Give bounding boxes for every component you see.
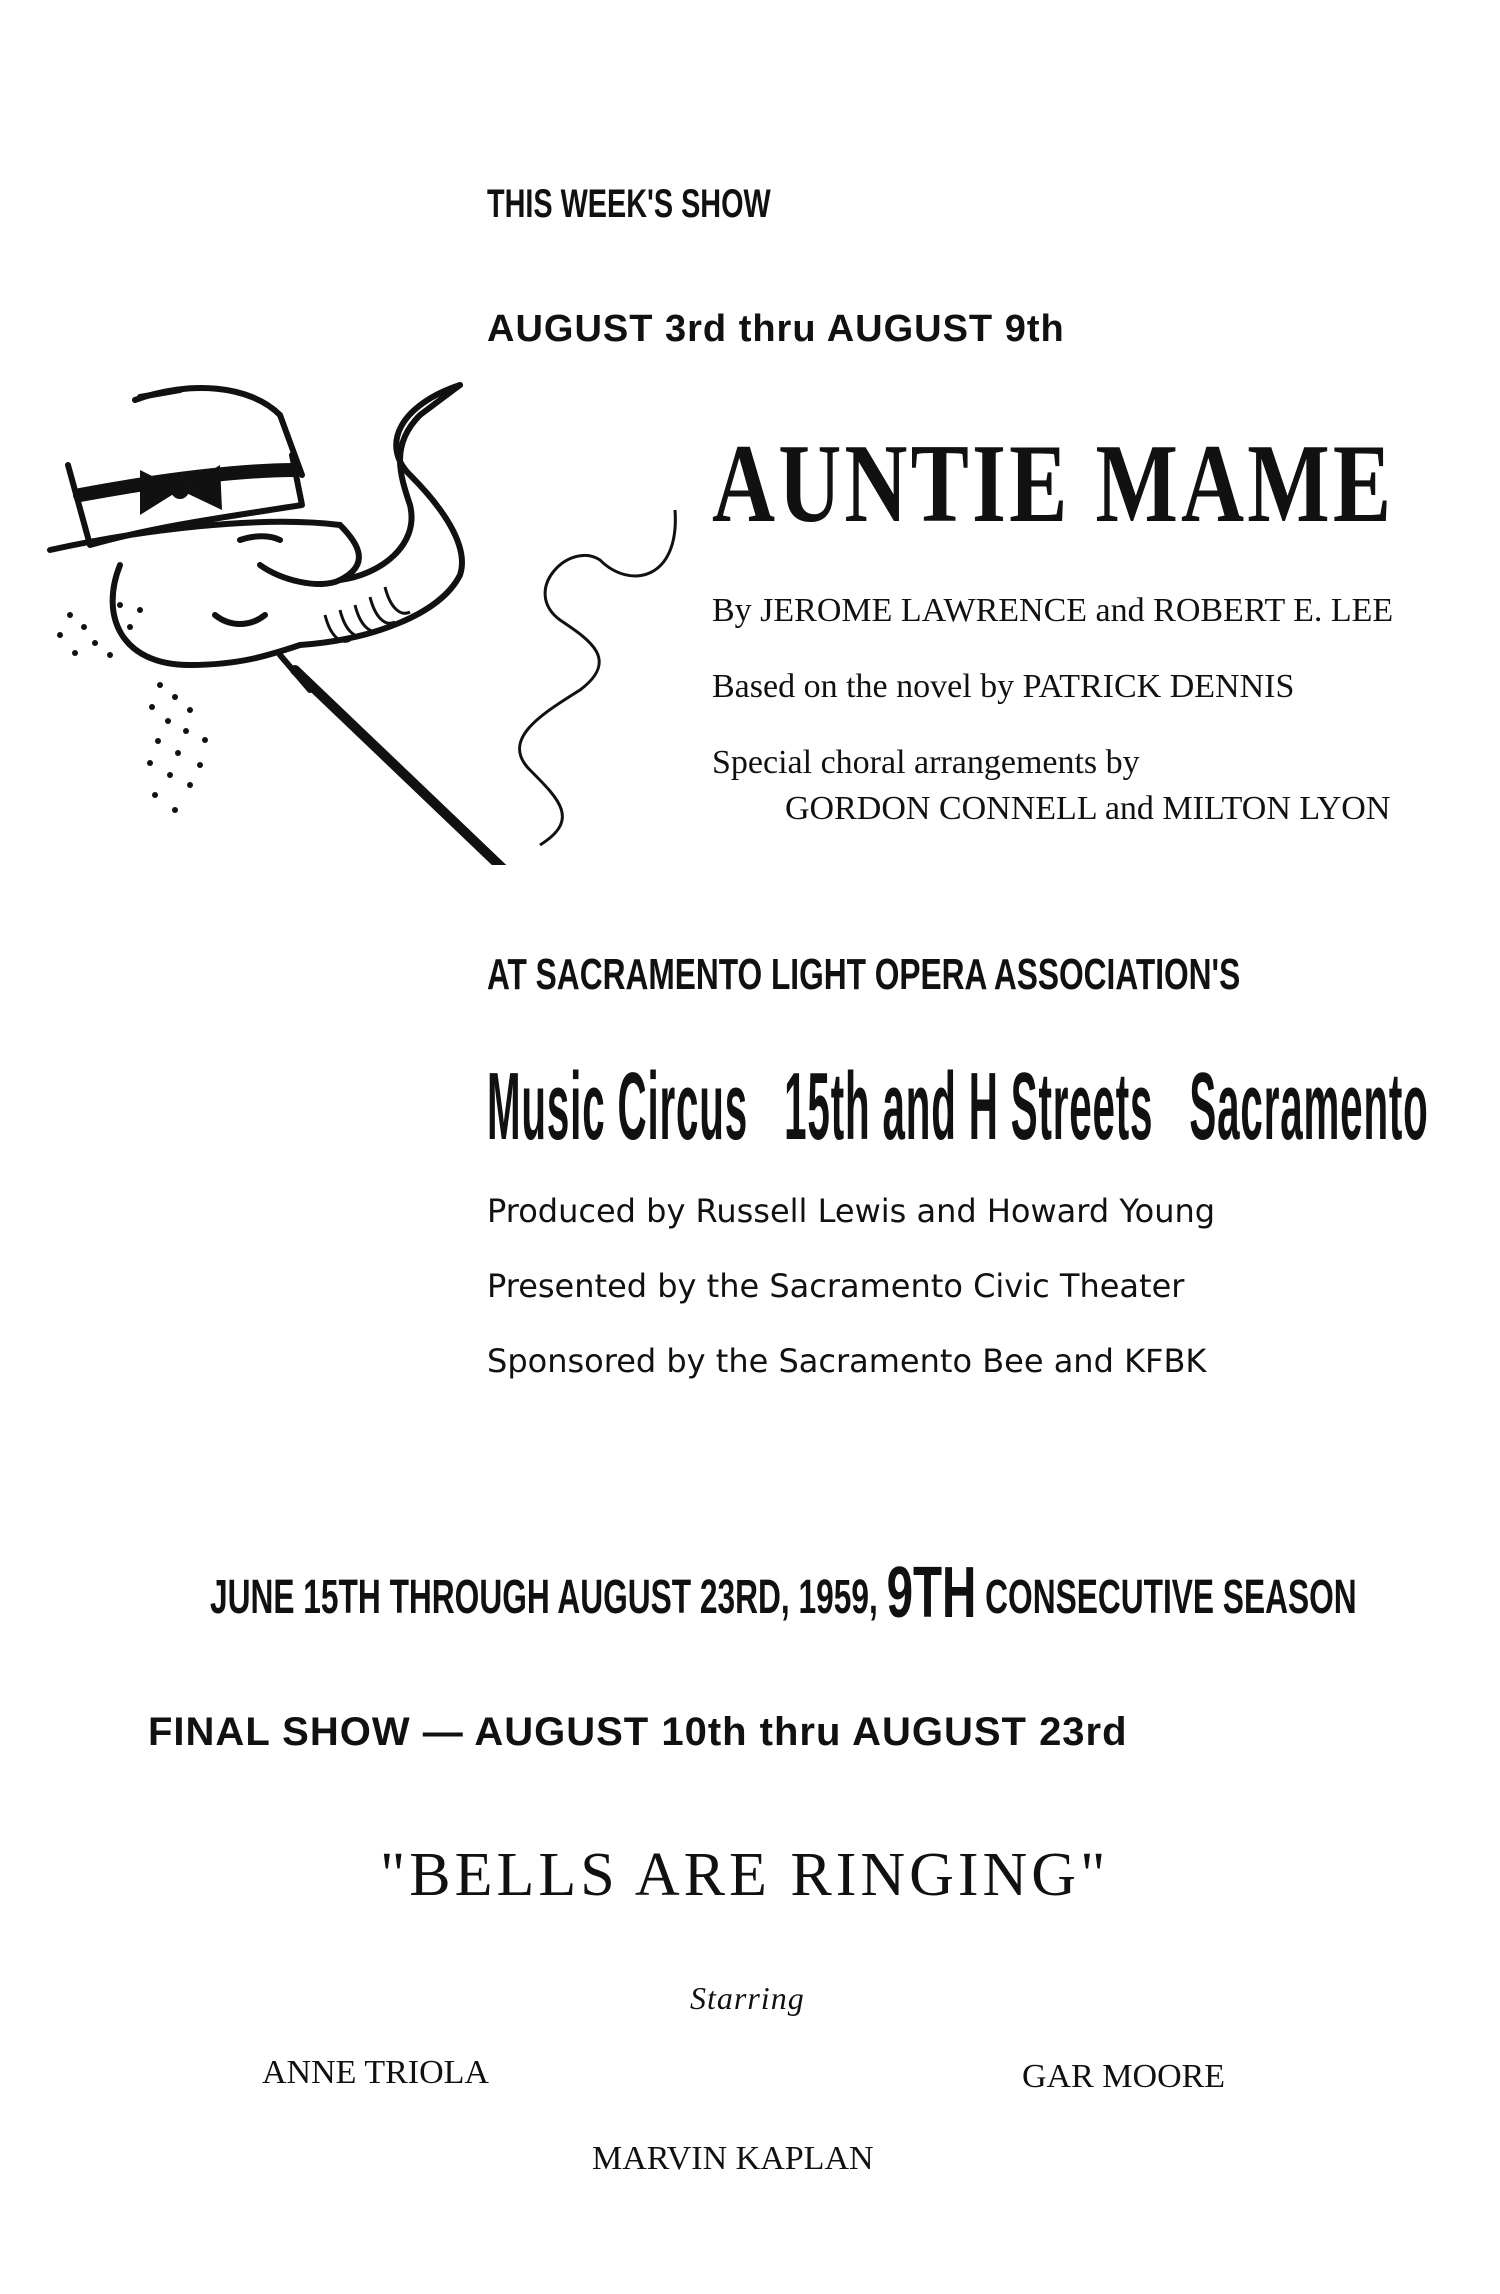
presenter-line: Presented by the Sacramento Civic Theater xyxy=(487,1267,1185,1305)
smoke-curl xyxy=(500,500,700,860)
show-title: AUNTIE MAME xyxy=(712,422,1395,546)
choral-credit-label: Special choral arrangements by xyxy=(712,744,1140,781)
venue-name: Music Circus 15th and H Streets Sacramento xyxy=(487,1053,1429,1160)
season-suffix: CONSECUTIVE SEASON xyxy=(985,1571,1357,1624)
novel-credit: Based on the novel by PATRICK DENNIS xyxy=(712,668,1295,705)
star-name: GAR MOORE xyxy=(1022,2058,1226,2095)
this-week-dates: AUGUST 3rd thru AUGUST 9th xyxy=(487,308,1065,350)
star-name: MARVIN KAPLAN xyxy=(592,2140,874,2177)
season-ordinal: 9TH xyxy=(886,1553,977,1633)
starring-label: Starring xyxy=(690,1980,805,2016)
choral-credit-names: GORDON CONNELL and MILTON LYON xyxy=(785,790,1391,827)
final-show-line: FINAL SHOW — AUGUST 10th thru AUGUST 23rd xyxy=(148,1710,1128,1754)
producers-line: Produced by Russell Lewis and Howard Young xyxy=(487,1192,1216,1230)
sponsors-line: Sponsored by the Sacramento Bee and KFBK xyxy=(487,1342,1207,1380)
association-heading: AT SACRAMENTO LIGHT OPERA ASSOCIATION'S xyxy=(487,950,1241,999)
final-show-title: "BELLS ARE RINGING" xyxy=(380,1841,1110,1909)
star-name: ANNE TRIOLA xyxy=(262,2054,489,2091)
season-banner xyxy=(210,1552,1357,1634)
this-weeks-show-label: THIS WEEK'S SHOW xyxy=(487,182,771,226)
season-dates: JUNE 15TH THROUGH AUGUST 23RD, 1959, xyxy=(210,1571,878,1624)
authors-credit: By JEROME LAWRENCE and ROBERT E. LEE xyxy=(712,592,1394,629)
